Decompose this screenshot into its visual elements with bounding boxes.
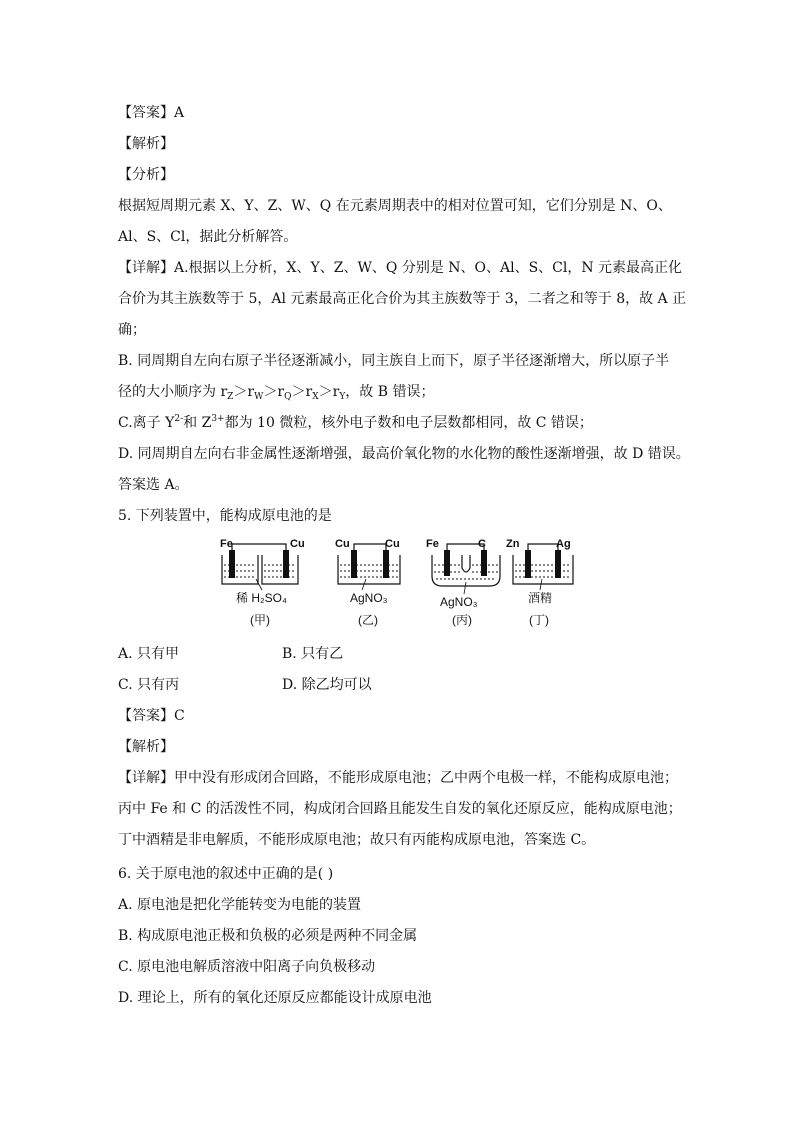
q5-option-a: A. 只有甲 [118, 646, 180, 662]
ding-solution-label: 酒精 [528, 591, 553, 605]
q5-option-b: B. 只有乙 [282, 646, 344, 662]
ding-right-label: Ag [556, 538, 571, 550]
ding-electrode-zn [525, 550, 531, 578]
q5-option-d: D. 除乙均可以 [282, 677, 372, 693]
yi-electrode-left [351, 550, 357, 578]
ding-beaker [513, 555, 573, 584]
q5-detail-line1: 【详解】甲中没有形成闭合回路，不能形成原电池；乙中两个电极一样，不能构成原电池； [118, 770, 678, 786]
galvanic-cell-figure [216, 538, 586, 638]
q6-option-c: C. 原电池电解质溶液中阳离子向负极移动 [118, 959, 376, 975]
yi-left-label: Cu [335, 538, 350, 550]
jia-left-label: Fe [220, 538, 233, 550]
q4-b-line1: B. 同周期自左向右原子半径逐渐减小，同主族自上而下，原子半径逐渐增大，所以原子半 [118, 353, 670, 369]
yi-solution-label: AgNO₃ [350, 591, 388, 605]
q5-detail-line3: 丁中酒精是非电解质，不能形成原电池；故只有丙能构成原电池，答案选 C。 [118, 832, 596, 848]
q6-option-a: A. 原电池是把化学能转变为电能的装置 [118, 897, 362, 913]
bing-electrode-fe [444, 550, 450, 576]
ding-label: (丁) [529, 613, 549, 627]
ding-left-label: Zn [506, 538, 520, 550]
yi-wire [354, 544, 386, 551]
jia-solution-label: 稀 H₂SO₄ [236, 591, 287, 605]
q4-fenxi-heading: 【分析】 [118, 167, 174, 183]
bing-beaker [432, 555, 500, 586]
q5-detail-line2: 丙中 Fe 和 C 的活泼性不同，构成闭合回路且能发生自发的氧化还原反应，能构成原电池； [118, 801, 682, 817]
yi-beaker [338, 555, 400, 584]
bing-left-label: Fe [426, 538, 439, 550]
q4-detail-line1: 【详解】A.根据以上分析，X、Y、Z、W、Q 分别是 N、O、Al、S、Cl，N 元素最高正化 [118, 260, 683, 276]
jia-beaker-right [262, 555, 298, 584]
q4-b-line2: 径的大小顺序为 $r_Z>r_W>r_Q>r_X>r_Y$，故 B 错误； [118, 384, 435, 402]
q4-fenxi-line1: 根据短周期元素 X、Y、Z、W、Q 在元素周期表中的相对位置可知，它们分别是 N、O、 [118, 198, 672, 214]
q4-fenxi-line2: Al、S、Cl，据此分析解答。 [118, 229, 298, 245]
q4-detail-line2: 合价为其主族数等于 5，Al 元素最高正化合价为其主族数等于 3，二者之和等于 8，故 A 正 [118, 291, 687, 307]
q4-c-line: C.离子 $Y^{2-}$和 $Z^{3+}$都为 10 微粒，核外电子数和电子层数都相同，故 C 错误； [118, 414, 593, 431]
jia-electrode-fe [229, 550, 235, 578]
q5-analysis-heading: 【解析】 [118, 739, 174, 755]
q4-final: 答案选 A。 [118, 477, 189, 493]
q5-answer: 【答案】C [118, 708, 185, 724]
ding-wire [528, 544, 558, 551]
q6-option-d: D. 理论上，所有的氧化还原反应都能设计成原电池 [118, 990, 432, 1006]
yi-label: (乙) [358, 613, 378, 627]
jia-right-label: Cu [290, 538, 305, 550]
q4-analysis-heading: 【解析】 [118, 136, 174, 152]
q4-detail-line3: 确； [118, 322, 146, 338]
q5-option-c: C. 只有丙 [118, 677, 180, 693]
yi-electrode-right [383, 550, 389, 578]
bing-solution-label: AgNO₃ [440, 595, 478, 609]
q6-stem: 6. 关于原电池的叙述中正确的是( ) [118, 866, 334, 882]
bing-divider [462, 555, 470, 572]
q5-stem: 5. 下列装置中，能构成原电池的是 [118, 508, 332, 524]
jia-electrode-cu [283, 550, 289, 578]
ding-electrode-ag [555, 550, 561, 578]
yi-right-label: Cu [385, 538, 400, 550]
jia-label: (甲) [250, 613, 270, 627]
q6-option-b: B. 构成原电池正极和负极的必须是两种不同金属 [118, 928, 418, 944]
bing-label: (丙) [452, 613, 472, 627]
bing-electrode-c [481, 550, 487, 576]
bing-right-label: C [478, 538, 486, 550]
jia-beaker-left [222, 555, 258, 584]
jia-wire [232, 544, 286, 551]
q4-d-line: D. 同周期自左向右非金属性逐渐增强，最高价氧化物的水化物的酸性逐渐增强，故 D 错误。 [118, 446, 690, 462]
q4-answer: 【答案】A [118, 105, 185, 121]
